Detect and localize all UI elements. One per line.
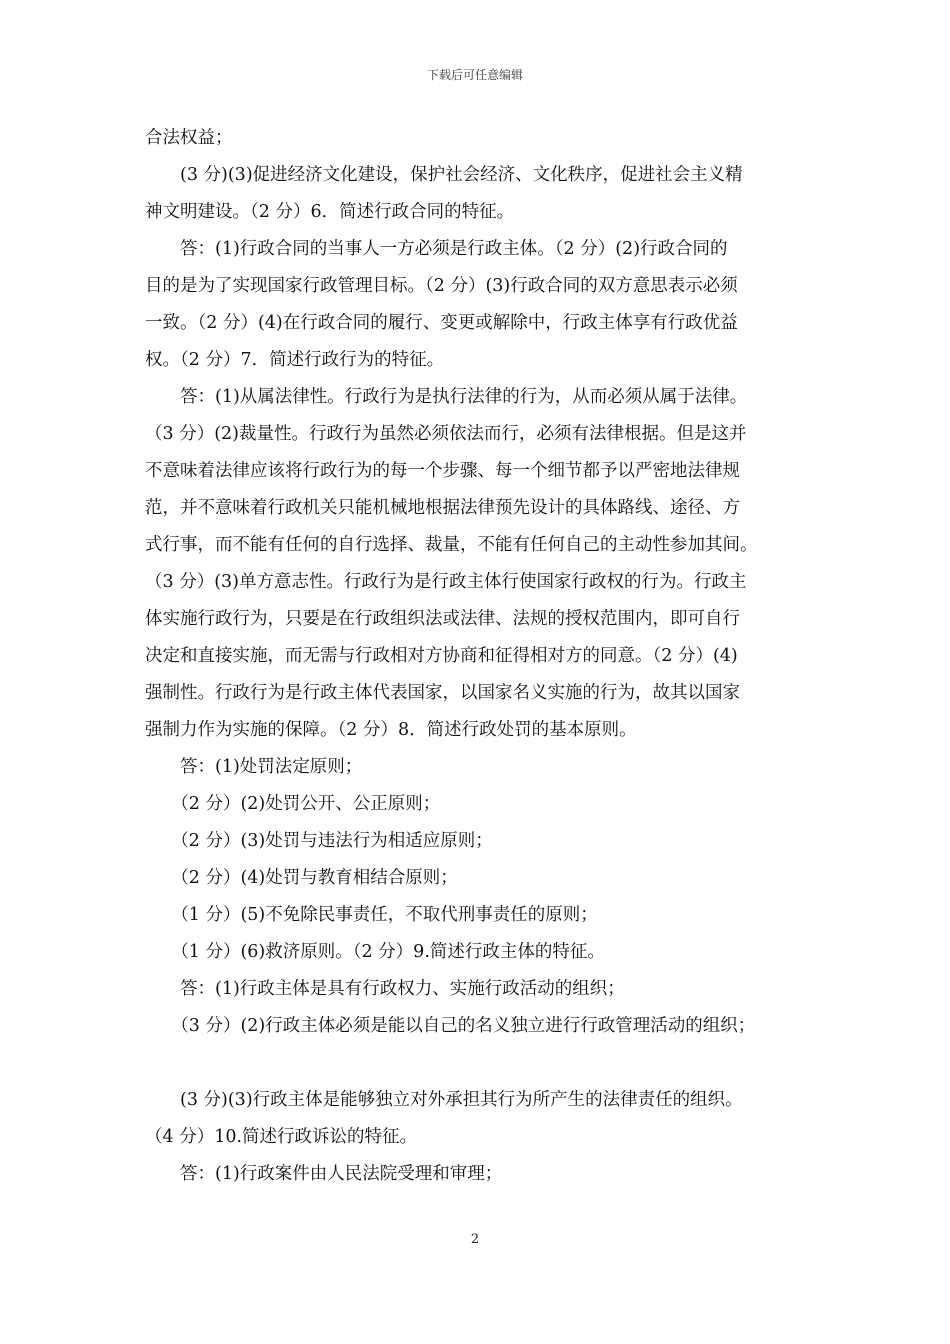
text-line: 强制性。行政行为是行政主体代表国家，以国家名义实施的行为，故其以国家 [145,683,740,703]
text-line: 式行事，而不能有任何的自行选择、裁量，不能有任何自己的主动性参加其间。 [145,535,758,555]
text-line: 合法权益； [145,128,233,148]
text-line: (3 分)(3)促进经济文化建设，保护社会经济、文化秩序，促进社会主义精 [145,165,743,185]
text-line: （4 分）10.简述行政诉讼的特征。 [145,1127,418,1147]
page-header: 下载后可任意编辑 [426,68,523,82]
text-line: （3 分）(2)行政主体必须是能以自己的名义独立进行行政管理活动的组织； [145,1016,756,1036]
text-line: 答：(1)行政案件由人民法院受理和审理； [145,1164,503,1184]
blank-line [145,1045,815,1082]
text-line: 答：(1)行政合同的当事人一方必须是行政主体。（2 分）(2)行政合同的 [145,239,728,259]
text-line: （2 分）(3)处罚与违法行为相适应原则； [145,831,493,851]
text-line: 体实施行政行为，只要是在行政组织法或法律、法规的授权范围内，即可自行 [145,609,740,629]
text-line: （1 分）(5)不免除民事责任，不取代刑事责任的原则； [145,905,598,925]
text-line: （2 分）(2)处罚公开、公正原则； [145,794,441,814]
text-line: 一致。（2 分）(4)在行政合同的履行、变更或解除中，行政主体享有行政优益 [145,313,738,333]
text-line: 权。（2 分）7．简述行政行为的特征。 [145,350,445,370]
text-line: (3 分)(3)行政主体是能够独立对外承担其行为所产生的法律责任的组织。 [145,1090,743,1110]
text-line: 答：(1)处罚法定原则； [145,757,363,777]
page-number: 2 [470,1232,480,1247]
text-line: （3 分）(2)裁量性。行政行为虽然必须依法而行，必须有法律根据。但是这并 [145,424,747,444]
text-line: 强制力作为实施的保障。（2 分）8．简述行政处罚的基本原则。 [145,720,637,740]
text-line: （2 分）(4)处罚与教育相结合原则； [145,868,458,888]
text-line: （1 分）(6)救济原则。（2 分）9.简述行政主体的特征。 [145,942,605,962]
text-line: 答：(1)从属法律性。行政行为是执行法律的行为，从而必须从属于法律。 [145,387,748,407]
text-line: 范，并不意味着行政机关只能机械地根据法律预先设计的具体路线、途径、方 [145,498,740,518]
document-body [145,120,815,1193]
text-line: 神文明建设。（2 分）6．简述行政合同的特征。 [145,202,515,222]
text-line: 答：(1)行政主体是具有行政权力、实施行政活动的组织； [145,979,625,999]
text-line: 不意味着法律应该将行政行为的每一个步骤、每一个细节都予以严密地法律规 [145,461,740,481]
text-line: 目的是为了实现国家行政管理目标。（2 分）(3)行政合同的双方意思表示必须 [145,276,738,296]
text-line: （3 分）(3)单方意志性。行政行为是行政主体行使国家行政权的行为。行政主 [145,572,747,592]
text-line: 决定和直接实施，而无需与行政相对方协商和征得相对方的同意。（2 分）(4) [145,646,738,666]
